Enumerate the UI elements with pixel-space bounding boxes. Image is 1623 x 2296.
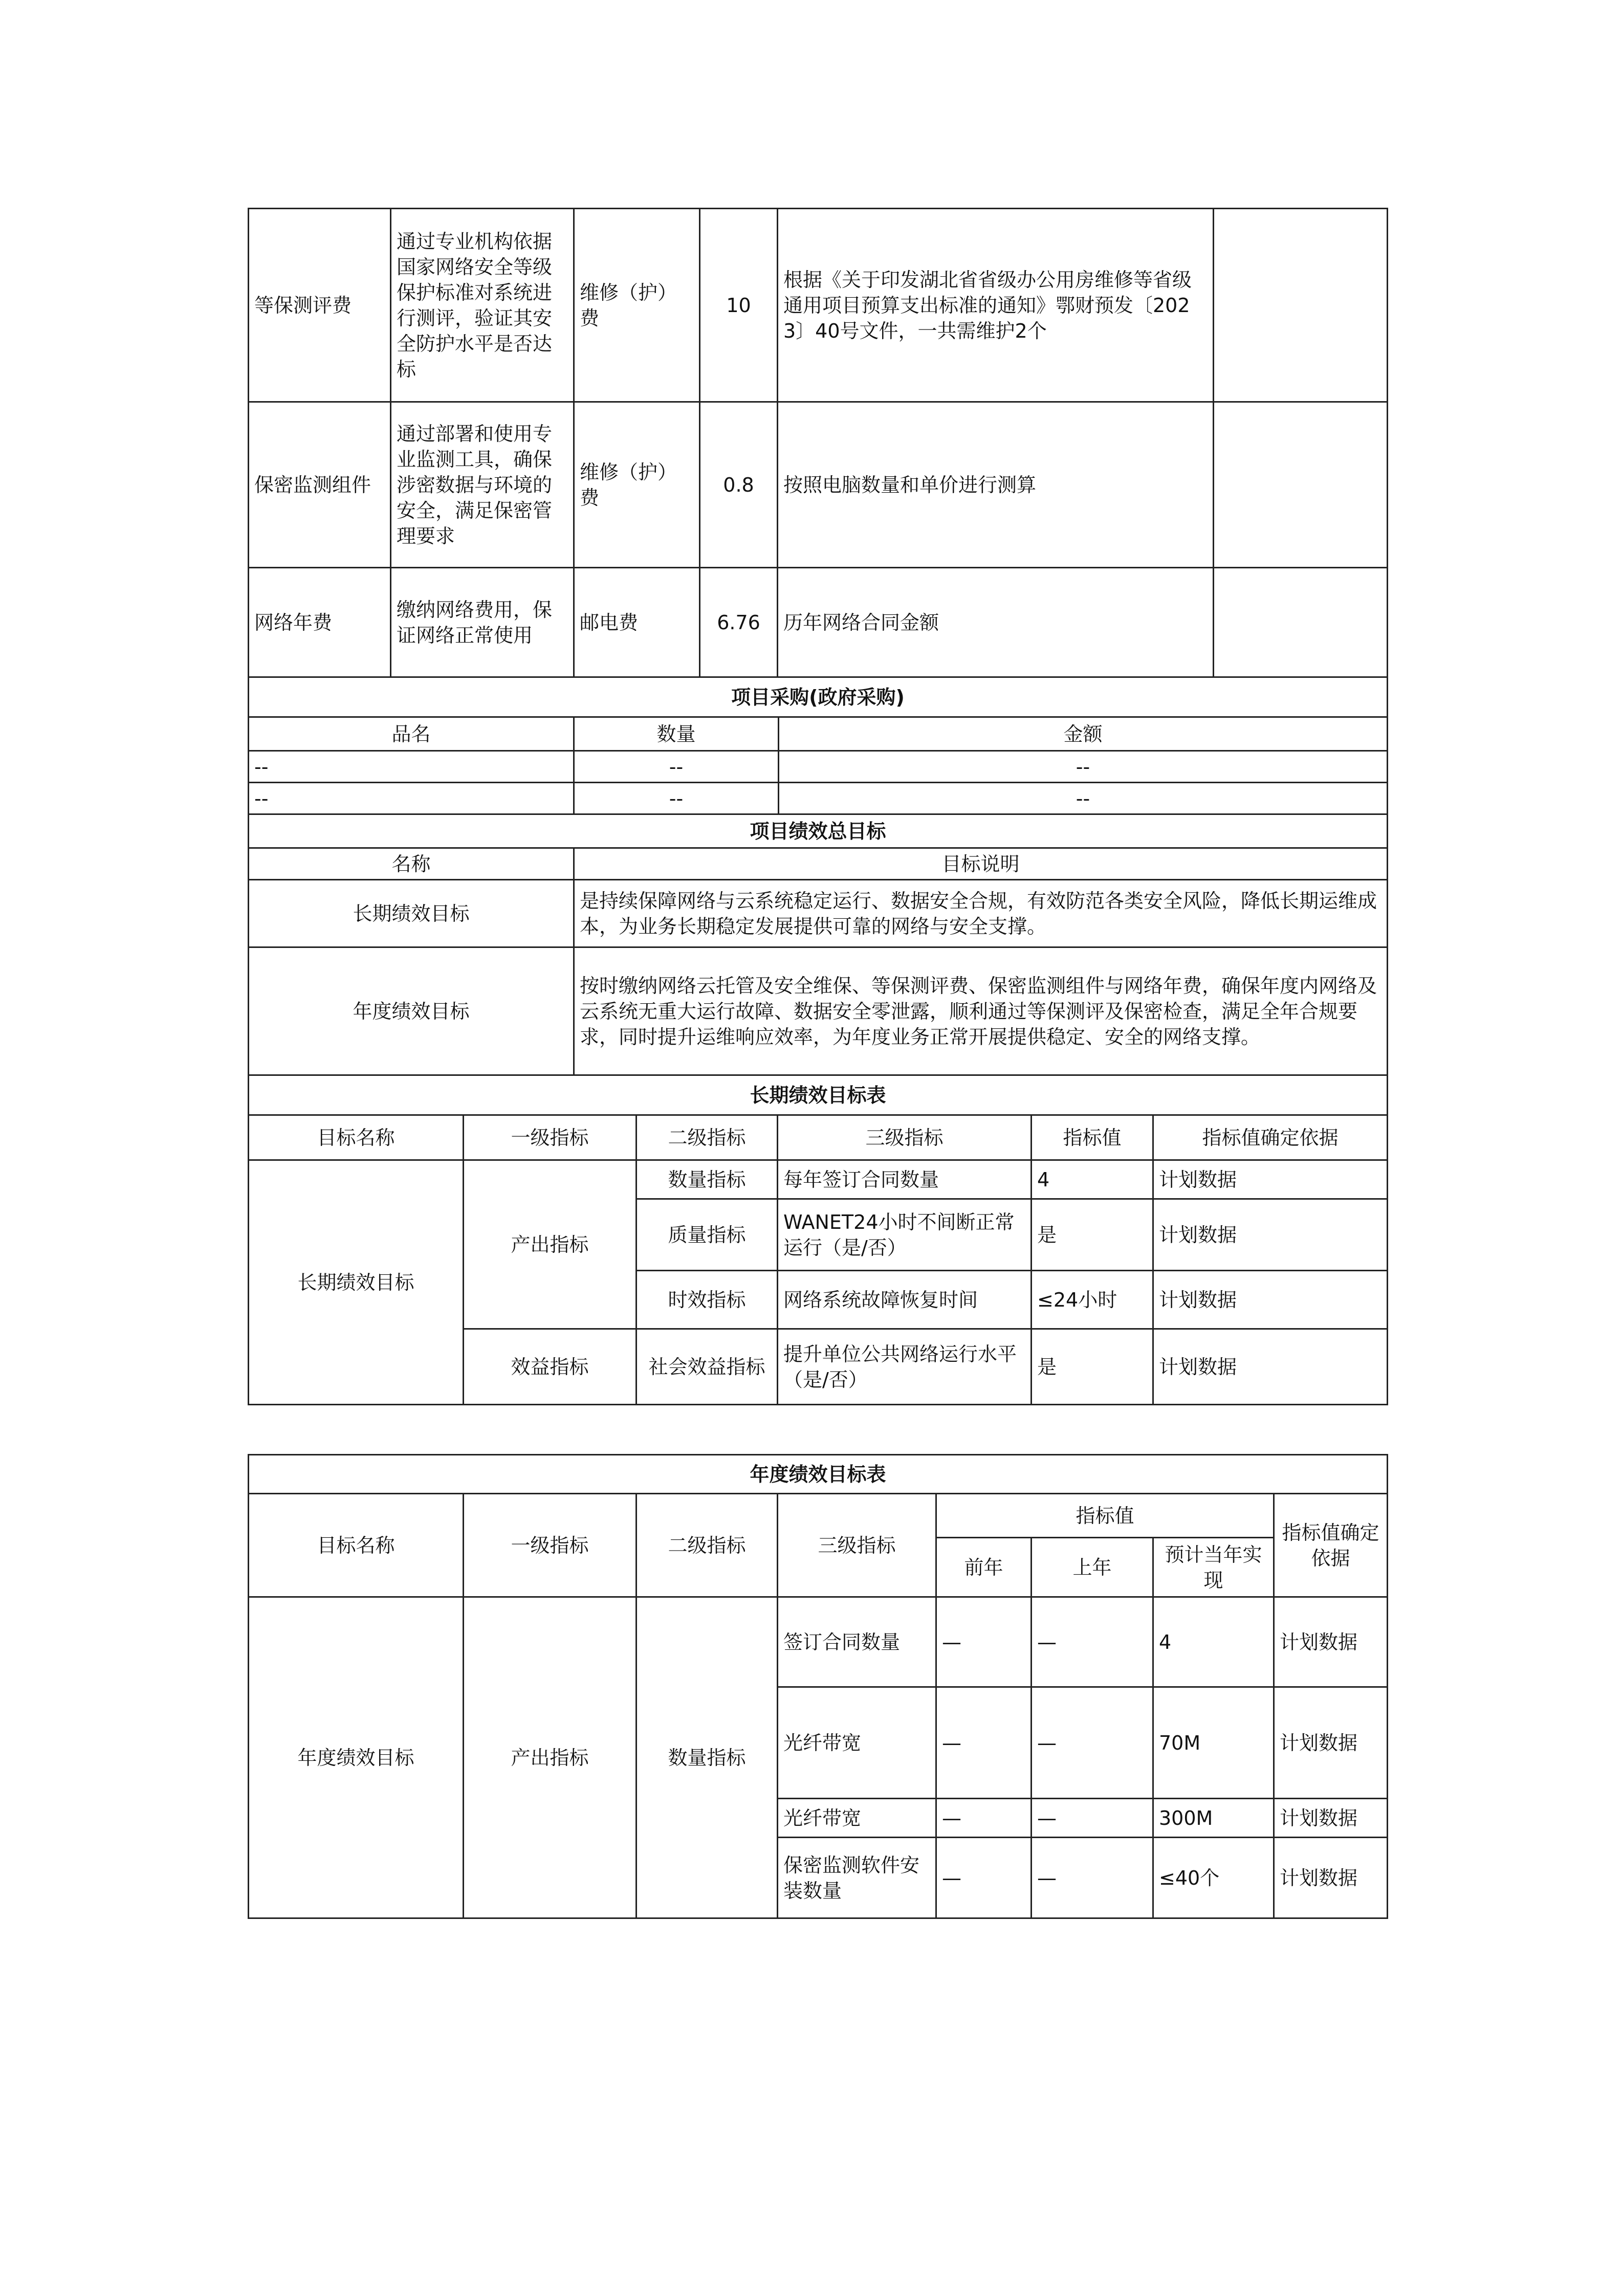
- goal-desc: 按时缴纳网络云托管及安全维保、等保测评费、保密监测组件与网络年费，确保年度内网络及云系统无重大运行故障、数据安全零泄露，顺利通过等保测评及保密检查，满足全年合规要求，同时提升运维响应效率，为年度业务正常开展提供稳定、安全的网络支撑。: [574, 947, 1388, 1075]
- item-desc: 通过专业机构依据国家网络安全等级保护标准对系统进行测评，验证其安全防护水平是否达标: [391, 209, 574, 402]
- item-name: 网络年费: [249, 568, 391, 677]
- item-amount: 6.76: [700, 568, 778, 677]
- table-header-row: [249, 1115, 1388, 1160]
- level3-indicator: 提升单位公共网络运行水平（是/否）: [778, 1329, 1032, 1405]
- item-remark: [1214, 568, 1388, 677]
- item-remark: [1214, 209, 1388, 402]
- column-header: 一级指标: [464, 1494, 637, 1597]
- item-name: 保密监测组件: [249, 402, 391, 568]
- goal-desc: 是持续保障网络与云系统稳定运行、数据安全合规，有效防范各类安全风险，降低长期运维成本，为业务长期稳定发展提供可靠的网络与安全支撑。: [574, 880, 1388, 947]
- indicator-basis: 计划数据: [1153, 1199, 1388, 1271]
- column-header: 三级指标: [778, 1115, 1032, 1160]
- column-header: 指标值: [1032, 1115, 1153, 1160]
- item-basis: 历年网络合同金额: [778, 568, 1214, 677]
- procurement-cell: --: [779, 751, 1388, 783]
- table-row: [249, 209, 1388, 402]
- expected-value: 4: [1153, 1597, 1274, 1687]
- column-header: 目标名称: [249, 1115, 464, 1160]
- table-row: [249, 1160, 1388, 1199]
- overall-goals-title: 项目绩效总目标: [249, 814, 1388, 848]
- table-row: [249, 402, 1388, 568]
- item-desc: 通过部署和使用专业监测工具，确保涉密数据与环境的安全，满足保密管理要求: [391, 402, 574, 568]
- procurement-cell: --: [574, 783, 779, 814]
- level2-indicator: 质量指标: [637, 1199, 778, 1271]
- procurement-cell: --: [249, 783, 574, 814]
- column-header: 指标值确定依据: [1274, 1494, 1388, 1597]
- item-name: 等保测评费: [249, 209, 391, 402]
- item-amount: 0.8: [700, 402, 778, 568]
- level3-indicator: 每年签订合同数量: [778, 1160, 1032, 1199]
- section-title-row: [249, 1075, 1388, 1115]
- last-year-value: —: [1032, 1838, 1153, 1918]
- long-term-table-title: 长期绩效目标表: [249, 1075, 1388, 1115]
- indicator-basis: 计划数据: [1274, 1799, 1388, 1838]
- indicator-value: ≤24小时: [1032, 1271, 1153, 1329]
- annual-table-title: 年度绩效目标表: [249, 1455, 1388, 1494]
- prev-year-value: —: [936, 1799, 1032, 1838]
- item-desc: 缴纳网络费用，保证网络正常使用: [391, 568, 574, 677]
- table-header-row: [249, 1494, 1388, 1538]
- procurement-goals-table: [248, 676, 1388, 1076]
- level3-indicator: 光纤带宽: [778, 1799, 936, 1838]
- column-header: 目标名称: [249, 1494, 464, 1597]
- table-row: [249, 568, 1388, 677]
- annual-goals-table: [248, 1454, 1388, 1919]
- column-header: 前年: [936, 1538, 1032, 1597]
- column-header: 上年: [1032, 1538, 1153, 1597]
- level2-indicator: 数量指标: [637, 1160, 778, 1199]
- level1-indicator: 效益指标: [464, 1329, 637, 1405]
- section-title-row: [249, 677, 1388, 717]
- section-title-row: [249, 1455, 1388, 1494]
- item-basis: 按照电脑数量和单价进行测算: [778, 402, 1214, 568]
- goal-name: 长期绩效目标: [249, 1160, 464, 1405]
- indicator-basis: 计划数据: [1274, 1597, 1388, 1687]
- column-header: 金额: [779, 717, 1388, 751]
- level3-indicator: 网络系统故障恢复时间: [778, 1271, 1032, 1329]
- indicator-value: 是: [1032, 1329, 1153, 1405]
- long-term-goals-table: [248, 1074, 1388, 1405]
- indicator-basis: 计划数据: [1153, 1160, 1388, 1199]
- goal-name: 年度绩效目标: [249, 947, 574, 1075]
- table-row: [249, 947, 1388, 1075]
- table-row: [249, 783, 1388, 814]
- indicator-value: 4: [1032, 1160, 1153, 1199]
- column-header: 指标值确定依据: [1153, 1115, 1388, 1160]
- level3-indicator: 签订合同数量: [778, 1597, 936, 1687]
- column-header: 名称: [249, 848, 574, 880]
- column-header: 指标值: [936, 1494, 1274, 1538]
- indicator-value: 是: [1032, 1199, 1153, 1271]
- item-type: 维修（护）费: [574, 402, 700, 568]
- table-row: [249, 751, 1388, 783]
- table-row: [249, 880, 1388, 947]
- column-header: 品名: [249, 717, 574, 751]
- column-header: 目标说明: [574, 848, 1388, 880]
- table-row: [249, 1597, 1388, 1687]
- level3-indicator: WANET24小时不间断正常运行（是/否）: [778, 1199, 1032, 1271]
- column-header: 三级指标: [778, 1494, 936, 1597]
- indicator-basis: 计划数据: [1274, 1838, 1388, 1918]
- column-header: 一级指标: [464, 1115, 637, 1160]
- table-header-row: [249, 717, 1388, 751]
- level3-indicator: 光纤带宽: [778, 1687, 936, 1799]
- indicator-basis: 计划数据: [1153, 1329, 1388, 1405]
- item-amount: 10: [700, 209, 778, 402]
- procurement-cell: --: [574, 751, 779, 783]
- expected-value: ≤40个: [1153, 1838, 1274, 1918]
- level2-indicator: 社会效益指标: [637, 1329, 778, 1405]
- prev-year-value: —: [936, 1838, 1032, 1918]
- column-header: 二级指标: [637, 1494, 778, 1597]
- last-year-value: —: [1032, 1597, 1153, 1687]
- item-type: 维修（护）费: [574, 209, 700, 402]
- indicator-basis: 计划数据: [1274, 1687, 1388, 1799]
- budget-items-table: [248, 208, 1388, 678]
- column-header: 数量: [574, 717, 779, 751]
- prev-year-value: —: [936, 1597, 1032, 1687]
- section-title-row: [249, 814, 1388, 848]
- level2-indicator: 数量指标: [637, 1597, 778, 1918]
- level1-indicator: 产出指标: [464, 1160, 637, 1329]
- item-type: 邮电费: [574, 568, 700, 677]
- level3-indicator: 保密监测软件安装数量: [778, 1838, 936, 1918]
- column-header: 预计当年实现: [1153, 1538, 1274, 1597]
- expected-value: 70M: [1153, 1687, 1274, 1799]
- goal-name: 年度绩效目标: [249, 1597, 464, 1918]
- last-year-value: —: [1032, 1687, 1153, 1799]
- table-header-row: [249, 848, 1388, 880]
- last-year-value: —: [1032, 1799, 1153, 1838]
- procurement-cell: --: [249, 751, 574, 783]
- item-basis: 根据《关于印发湖北省省级办公用房维修等省级通用项目预算支出标准的通知》鄂财预发〔2023〕40号文件，一共需维护2个: [778, 209, 1214, 402]
- level1-indicator: 产出指标: [464, 1597, 637, 1918]
- procurement-cell: --: [779, 783, 1388, 814]
- item-remark: [1214, 402, 1388, 568]
- indicator-basis: 计划数据: [1153, 1271, 1388, 1329]
- level2-indicator: 时效指标: [637, 1271, 778, 1329]
- procurement-title: 项目采购(政府采购): [249, 677, 1388, 717]
- expected-value: 300M: [1153, 1799, 1274, 1838]
- goal-name: 长期绩效目标: [249, 880, 574, 947]
- prev-year-value: —: [936, 1687, 1032, 1799]
- column-header: 二级指标: [637, 1115, 778, 1160]
